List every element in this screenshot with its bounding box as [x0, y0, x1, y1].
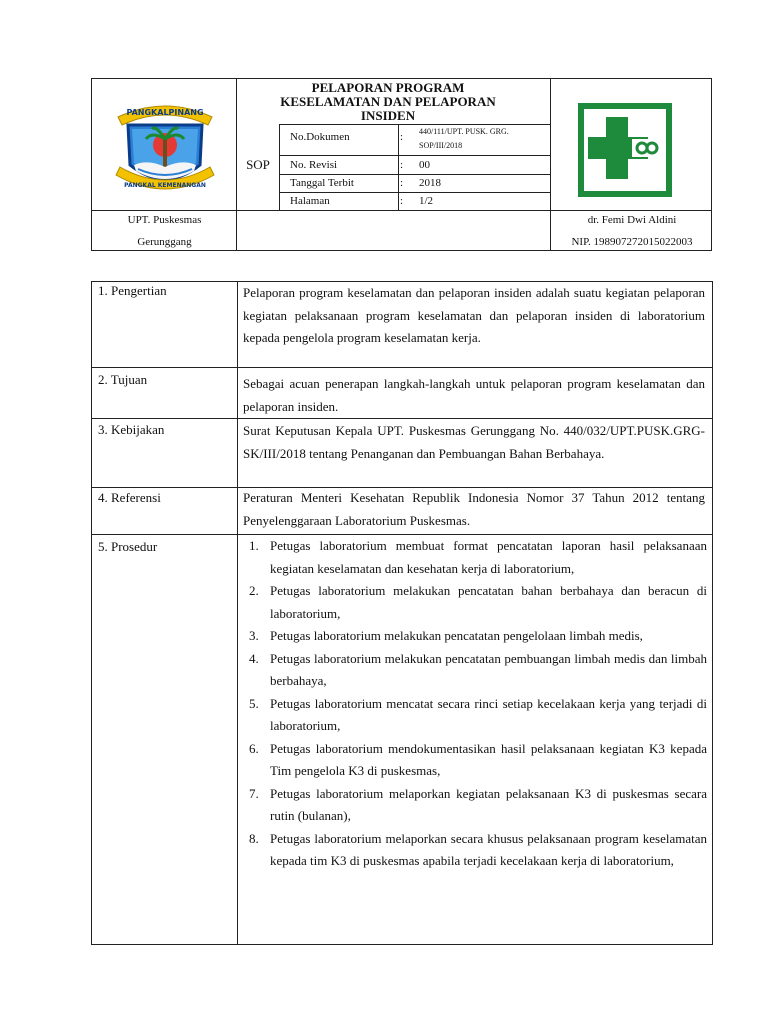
- meta-row-issue-date: [288, 174, 550, 193]
- step-text: Petugas laboratorium membuat format pencatatan laporan hasil pelaksanaan kegiatan keselamatan dan kesehatan kerja di laboratorium,: [270, 538, 707, 576]
- section-label-tujuan: 2. Tujuan: [98, 372, 148, 387]
- institution-line: Gerunggang: [137, 236, 192, 248]
- meta-key: No.Dokumen: [290, 131, 350, 143]
- meta-colon: :: [400, 195, 404, 207]
- step-text: Petugas laboratorium melaporkan kegiatan pelaksanaan K3 di puskesmas secara rutin (bulanan),: [270, 785, 707, 823]
- meta-value: 440/111/UPT. PUSK. GRG. SOP/III/2018: [419, 127, 509, 150]
- step-text: Petugas laboratorium melakukan pencatatan pengelolaan limbah medis,: [270, 628, 643, 643]
- meta-key: Halaman: [290, 195, 330, 207]
- meta-value: 1/2: [419, 195, 434, 207]
- pangkalpinang-emblem-logo: [108, 95, 222, 205]
- list-item: [243, 535, 707, 580]
- meta-value: 2018: [419, 177, 441, 189]
- list-item: [243, 738, 707, 783]
- list-item: [243, 783, 707, 828]
- section-label-kebijakan: 3. Kebijakan: [98, 422, 165, 437]
- step-number: 5.: [249, 695, 259, 711]
- row-divider: [92, 418, 712, 419]
- step-text: Petugas laboratorium mencatat secara rinci setiap kecelakaan kerja yang terjadi di laboratorium,: [270, 695, 707, 733]
- document-header-table: [91, 78, 712, 251]
- institution-line: UPT. Puskesmas: [127, 214, 202, 226]
- step-number: 7.: [249, 785, 259, 801]
- list-item: [243, 648, 707, 693]
- step-number: 1.: [249, 538, 259, 553]
- header-divider: [279, 124, 280, 210]
- section-text-referensi: Peraturan Menteri Kesehatan Republik Indonesia Nomor 37 Tahun 2012 tentang Penyelenggaraan Laboratorium Puskesmas.: [243, 490, 705, 528]
- section-label-pengertian: 1. Pengertian: [98, 283, 167, 298]
- logo-top-text: PANGKALPINANG: [126, 108, 204, 117]
- puskesmas-cross-icon: [570, 95, 680, 205]
- meta-row-revision: [288, 156, 550, 175]
- signatory-name: dr. Femi Dwi Aldini: [587, 214, 677, 226]
- document-title-line: PELAPORAN PROGRAM: [311, 80, 465, 95]
- sop-label: SOP: [246, 157, 270, 172]
- meta-row-page: [288, 192, 550, 211]
- section-label-referensi: 4. Referensi: [98, 490, 161, 505]
- list-item: [243, 580, 707, 625]
- list-item: [243, 693, 707, 738]
- step-number: 2.: [249, 583, 259, 598]
- step-number: 6.: [249, 740, 259, 756]
- meta-colon: :: [400, 131, 404, 143]
- step-number: 4.: [249, 650, 259, 666]
- document-title-line: INSIDEN: [360, 108, 416, 123]
- sop-content-table: [91, 281, 713, 945]
- step-number: 8.: [249, 830, 259, 846]
- step-text: Petugas laboratorium melakukan pencatatan pembuangan limbah medis dan limbah berbahaya,: [270, 650, 707, 688]
- section-text-pengertian: Pelaporan program keselamatan dan pelaporan insiden adalah suatu kegiatan pelaporan kegiatan pelaksanaan program keselamatan dan pelaporan insiden di laboratorium kepada pengelola program keselamatan kerja.: [243, 285, 705, 345]
- meta-value: 00: [419, 159, 430, 171]
- meta-colon: :: [400, 159, 404, 171]
- list-item: [243, 828, 707, 873]
- step-text: Petugas laboratorium melaporkan secara khusus pelaksanaan program keselamatan kepada tim K3 di puskesmas apabila terjadi kecelakaan kerja di laboratorium,: [270, 830, 707, 868]
- logo-bottom-text: PANGKAL KEMENANGAN: [124, 182, 206, 189]
- meta-row-document-number: [288, 125, 550, 155]
- document-title: [238, 81, 538, 123]
- column-separator: [237, 282, 238, 944]
- step-text: Petugas laboratorium melakukan pencatatan bahan berbahaya dan beracun di laboratorium,: [270, 583, 707, 621]
- document-title-line: KESELAMATAN DAN PELAPORAN: [280, 94, 496, 109]
- header-divider: [550, 79, 551, 250]
- signatory-nip: NIP. 198907272015022003: [571, 236, 693, 248]
- institution-name: [92, 209, 237, 253]
- procedure-list: [243, 535, 707, 873]
- list-item: [243, 625, 707, 648]
- section-text-tujuan: Sebagai acuan penerapan langkah-langkah untuk pelaporan program keselamatan dan pelaporan insiden.: [243, 376, 705, 414]
- step-number: 3.: [249, 628, 259, 643]
- meta-colon: :: [400, 177, 404, 189]
- section-label-prosedur: 5. Prosedur: [98, 539, 158, 554]
- row-divider: [92, 367, 712, 368]
- meta-key: No. Revisi: [290, 159, 338, 171]
- section-text-kebijakan: Surat Keputusan Kepala UPT. Puskesmas Gerunggang No. 440/032/UPT.PUSK.GRG-SK/III/2018 tentang Penanganan dan Pembuangan Bahan Berbahaya.: [243, 423, 705, 461]
- step-text: Petugas laboratorium mendokumentasikan hasil pelaksanaan kegiatan K3 kepada Tim pengelola K3 di puskesmas,: [270, 740, 707, 778]
- meta-key: Tanggal Terbit: [290, 177, 354, 189]
- signatory-block: [552, 209, 712, 253]
